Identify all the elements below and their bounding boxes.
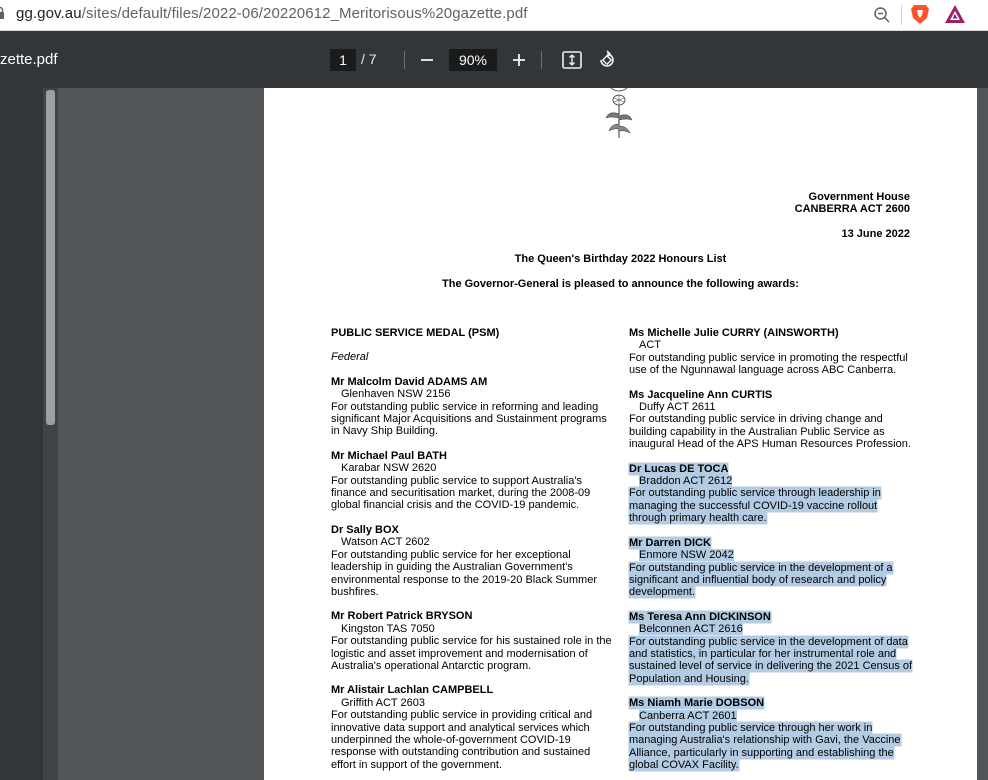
recipient-location bbox=[629, 475, 919, 487]
recipient-name: Mr Michael Paul BATH bbox=[331, 449, 447, 462]
honour-entry bbox=[331, 610, 616, 672]
citation bbox=[331, 635, 616, 672]
recipient-location: ACT bbox=[639, 339, 661, 352]
recipient-location: Glenhaven NSW 2156 bbox=[341, 388, 451, 401]
citation-line: For outstanding public service in providing critical and bbox=[331, 709, 593, 722]
recipient-name: Ms Michelle Julie CURRY (AINSWORTH) bbox=[629, 327, 839, 339]
citation-line: leadership in guiding the Australian Government's bbox=[331, 561, 573, 574]
zoom-in-button[interactable] bbox=[507, 48, 531, 72]
toolbar-divider bbox=[541, 51, 542, 69]
citation-line: For outstanding public service in driving change and bbox=[629, 413, 883, 426]
selected-text: Belconnen ACT 2616 bbox=[639, 623, 743, 636]
citation-line: inaugural Head of the APS Human Resources Profession. bbox=[629, 438, 911, 451]
honour-entry-selected bbox=[629, 697, 919, 771]
citation-line: significant Major Acquisitions and Sustainment programs bbox=[331, 413, 607, 426]
citation bbox=[629, 487, 919, 524]
recipient-name bbox=[629, 537, 919, 549]
selected-text: Canberra ACT 2601 bbox=[639, 709, 737, 722]
citation-line: For outstanding public service to support Australia's bbox=[331, 474, 582, 487]
recipient-location: Karabar NSW 2620 bbox=[341, 462, 437, 475]
citation-line: For outstanding public service in promoting the respectful bbox=[629, 351, 908, 364]
selected-text: managing the successful COVID-19 vaccine rollout bbox=[629, 499, 878, 512]
citation bbox=[629, 562, 919, 599]
address-line-1: Government House bbox=[808, 191, 910, 203]
citation bbox=[629, 636, 919, 686]
pdf-toolbar bbox=[0, 31, 988, 88]
selected-text: sustained level of service in delivering the 2021 Census of bbox=[629, 660, 913, 673]
zoom-out-button[interactable] bbox=[415, 48, 439, 72]
total-pages: 7 bbox=[368, 51, 377, 67]
honour-entry bbox=[331, 684, 616, 771]
url-path: /sites/default/files/2022-06/20220612_Meritorisous%20gazette.pdf bbox=[81, 5, 528, 22]
citation-line: building capability in the Australian Public Service as bbox=[629, 425, 885, 438]
honour-entry-selected bbox=[629, 537, 919, 599]
recipient-name bbox=[629, 463, 919, 475]
toolbar-divider bbox=[404, 51, 405, 69]
addr-separator bbox=[901, 5, 902, 25]
honour-entry-selected bbox=[629, 611, 919, 685]
recipient-location: Watson ACT 2602 bbox=[341, 536, 430, 549]
url-host: gg.gov.au bbox=[16, 5, 82, 22]
selected-text: significant and influential body of research and policy bbox=[629, 573, 887, 586]
citation bbox=[629, 413, 919, 450]
selected-text: For outstanding public service through leadership in bbox=[629, 487, 881, 500]
recipient-location: Kingston TAS 7050 bbox=[341, 622, 435, 635]
section-subheading: Federal bbox=[331, 351, 369, 364]
recipient-name: Mr Malcolm David ADAMS AM bbox=[331, 375, 488, 388]
selected-text: Dr Lucas DE TOCA bbox=[629, 462, 729, 475]
selected-text: Ms Teresa Ann DICKINSON bbox=[629, 610, 771, 623]
citation-line: in Navy Ship Building. bbox=[331, 425, 439, 438]
selected-text: through primary health care. bbox=[629, 512, 767, 525]
lock-icon bbox=[0, 7, 4, 19]
rotate-icon bbox=[597, 50, 617, 70]
honour-entry bbox=[331, 524, 616, 598]
selected-text: global COVAX Facility. bbox=[629, 759, 739, 772]
recipient-name: Ms Jacqueline Ann CURTIS bbox=[629, 388, 773, 401]
recipient-location: Duffy ACT 2611 bbox=[639, 401, 716, 414]
selected-text: and statistics, in particular for her instrumental role and bbox=[629, 647, 897, 660]
recipient-location bbox=[629, 549, 919, 561]
recipient-name bbox=[629, 611, 919, 623]
recipient-name: Dr Sally BOX bbox=[331, 523, 399, 536]
citation-line: bushfires. bbox=[331, 585, 379, 598]
pdf-page bbox=[264, 88, 977, 780]
selected-text: Ms Niamh Marie DOBSON bbox=[629, 697, 765, 710]
plus-icon bbox=[512, 53, 526, 67]
citation-line: use of the Ngunnawal language across ABC Canberra. bbox=[629, 364, 897, 377]
citation-line: logistic and asset improvement and modernisation of bbox=[331, 647, 588, 660]
citation-line: For outstanding public service for his sustained role in the bbox=[331, 635, 612, 648]
selected-text: For outstanding public service in the development of a bbox=[629, 561, 893, 574]
sidebar-scrollbar-thumb[interactable] bbox=[46, 90, 55, 425]
honour-entry bbox=[331, 376, 616, 438]
page-count bbox=[361, 51, 377, 67]
right-column bbox=[629, 327, 919, 772]
recipient-name bbox=[629, 697, 919, 709]
citation-line: global financial crisis and the COVID-19 pandemic. bbox=[331, 499, 580, 512]
citation bbox=[331, 475, 616, 512]
selected-text: Population and Housing. bbox=[629, 672, 749, 685]
citation-line: finance and securitisation market, during the 2008-09 bbox=[331, 487, 591, 500]
document-date: 13 June 2022 bbox=[841, 228, 910, 240]
selected-text: For outstanding public service through her work in bbox=[629, 721, 873, 734]
thumbnail-sidebar bbox=[0, 88, 43, 780]
selected-text: Alliance, particularly in supporting and establishing the bbox=[629, 746, 894, 759]
zoom-out-icon[interactable] bbox=[872, 5, 892, 25]
recipient-name: Mr Robert Patrick BRYSON bbox=[331, 610, 473, 623]
selected-text: managing Australia's relationship with Gavi, the Vaccine bbox=[629, 734, 901, 747]
pdf-file-name: zette.pdf bbox=[0, 51, 58, 68]
fit-to-page-button[interactable] bbox=[560, 48, 584, 72]
recipient-location: Griffith ACT 2603 bbox=[341, 696, 425, 709]
page-separator: / bbox=[361, 51, 365, 67]
citation bbox=[331, 549, 616, 599]
address-bar[interactable] bbox=[0, 0, 988, 31]
document-title: The Queen's Birthday 2022 Honours List bbox=[514, 253, 727, 265]
recipient-location bbox=[629, 710, 919, 722]
left-column bbox=[331, 327, 616, 771]
pdf-viewer bbox=[0, 88, 988, 780]
citation-line: effort in support of the government. bbox=[331, 758, 503, 771]
citation bbox=[629, 352, 919, 377]
brave-shield-icon[interactable] bbox=[910, 3, 930, 25]
citation-line: For outstanding public service for her exceptional bbox=[331, 548, 571, 561]
citation bbox=[331, 709, 616, 771]
rotate-button[interactable] bbox=[595, 48, 619, 72]
citation-line: For outstanding public service in reforming and leading bbox=[331, 400, 599, 413]
recipient-location bbox=[629, 623, 919, 635]
citation-line: environmental response to the 2019-20 Black Summer bbox=[331, 573, 597, 586]
selected-text: For outstanding public service in the development of data bbox=[629, 635, 908, 648]
selected-text: development. bbox=[629, 586, 696, 599]
citation-line: Australia's operational Antarctic program. bbox=[331, 659, 532, 672]
honour-entry bbox=[331, 450, 616, 512]
thistle-crest-icon bbox=[601, 88, 637, 140]
honour-entry-selected bbox=[629, 463, 919, 525]
selected-text: Enmore NSW 2042 bbox=[639, 549, 734, 562]
zoom-level-input[interactable]: 90% bbox=[449, 49, 497, 71]
honour-entry bbox=[629, 327, 919, 377]
citation-line: innovative data support and analytical services which bbox=[331, 721, 590, 734]
citation bbox=[331, 401, 616, 438]
citation bbox=[629, 722, 919, 772]
minus-icon bbox=[420, 53, 434, 67]
section-heading: PUBLIC SERVICE MEDAL (PSM) bbox=[331, 327, 500, 339]
announcement-line: The Governor-General is pleased to announce the following awards: bbox=[442, 278, 799, 290]
rewards-triangle-icon[interactable] bbox=[944, 4, 966, 24]
selected-text: Mr Darren DICK bbox=[629, 536, 711, 549]
citation-line: response with outstanding contribution and sustained bbox=[331, 746, 591, 759]
fit-page-icon bbox=[562, 51, 582, 69]
citation-line: underpinned the whole-of-government COVID-19 bbox=[331, 733, 571, 746]
page-number-input[interactable]: 1 bbox=[330, 49, 356, 71]
url-text[interactable] bbox=[16, 5, 528, 22]
recipient-name: Mr Alistair Lachlan CAMPBELL bbox=[331, 684, 494, 697]
address-line-2: CANBERRA ACT 2600 bbox=[794, 203, 910, 215]
honour-entry bbox=[629, 389, 919, 451]
selected-text: Braddon ACT 2612 bbox=[639, 475, 733, 488]
